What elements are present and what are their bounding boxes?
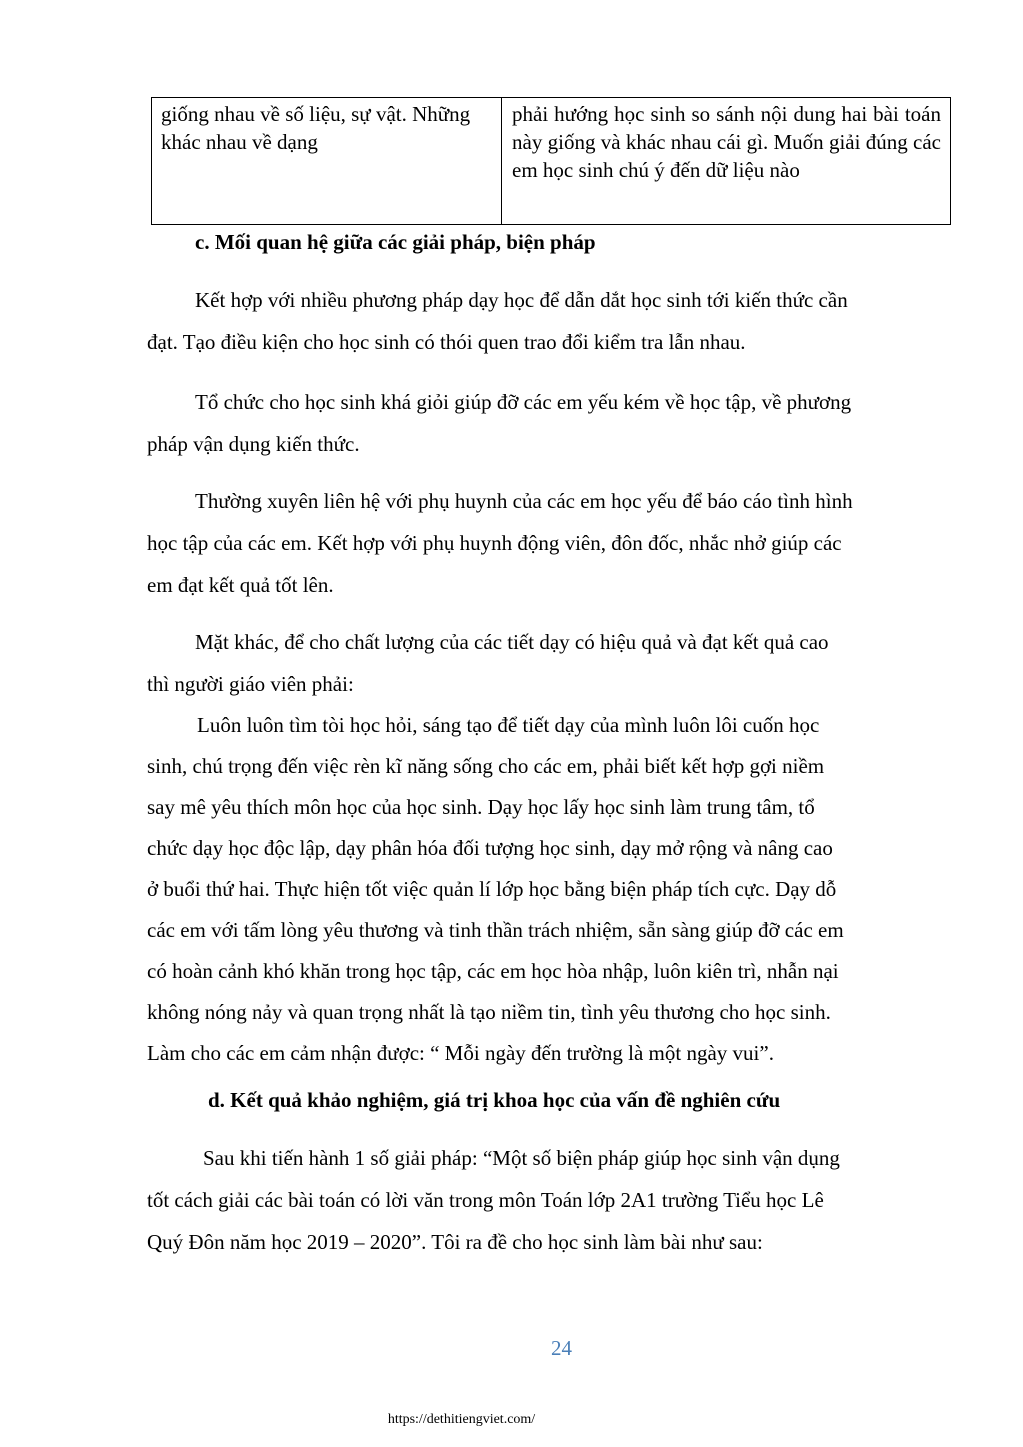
- section-c-paragraph-2: [147, 388, 950, 472]
- section-c-paragraph-1: [147, 286, 950, 370]
- page-number: 24: [551, 1336, 572, 1360]
- paragraph-line: ở buổi thứ hai. Thực hiện tốt việc quản lí lớp học bằng biện pháp tích cực. Dạy dỗ: [147, 877, 837, 901]
- paragraph-line: Làm cho các em cảm nhận được: “ Mỗi ngày đến trường là một ngày vui”.: [147, 1041, 774, 1065]
- paragraph-line: Mặt khác, để cho chất lượng của các tiết dạy có hiệu quả và đạt kết quả cao: [195, 630, 829, 654]
- paragraph-line: học tập của các em. Kết hợp với phụ huynh động viên, đôn đốc, nhắc nhở giúp các: [147, 531, 842, 555]
- paragraph-line: các em với tấm lòng yêu thương và tinh thần trách nhiệm, sẵn sàng giúp đỡ các em: [147, 918, 844, 942]
- paragraph-line: chức dạy học độc lập, dạy phân hóa đối tượng học sinh, dạy mở rộng và nâng cao: [147, 836, 833, 860]
- paragraph-line: Tổ chức cho học sinh khá giỏi giúp đỡ các em yếu kém về học tập, về phương: [195, 390, 852, 414]
- paragraph-line: say mê yêu thích môn học của học sinh. Dạy học lấy học sinh làm trung tâm, tổ: [147, 795, 815, 819]
- section-c-heading: c. Mối quan hệ giữa các giải pháp, biện pháp: [195, 230, 596, 254]
- paragraph-line: Thường xuyên liên hệ với phụ huynh của các em học yếu để báo cáo tình hình: [195, 489, 853, 513]
- paragraph-line: có hoàn cảnh khó khăn trong học tập, các em học hòa nhập, luôn kiên trì, nhẫn nại: [147, 959, 839, 983]
- paragraph-line: pháp vận dụng kiến thức.: [147, 432, 360, 456]
- section-d-paragraph-1: [147, 1144, 950, 1270]
- paragraph-line: không nóng nảy và quan trọng nhất là tạo niềm tin, tình yêu thương cho học sinh.: [147, 1000, 831, 1024]
- comparison-table: [151, 97, 951, 225]
- table-cell-right: phải hướng học sinh so sánh nội dung hai bài toán này giống và khác nhau cái gì. Muốn giải đúng các em học sinh chú ý đến dữ liệu nào: [512, 102, 941, 182]
- paragraph-line: đạt. Tạo điều kiện cho học sinh có thói quen trao đổi kiểm tra lẫn nhau.: [147, 330, 746, 354]
- paragraph-line: Kết hợp với nhiều phương pháp dạy học để dẫn dắt học sinh tới kiến thức cần: [195, 288, 848, 312]
- footer-url-link[interactable]: https://dethitiengviet.com/: [387, 1412, 536, 1427]
- section-d-heading: d. Kết quả khảo nghiệm, giá trị khoa học của vấn đề nghiên cứu: [208, 1088, 781, 1112]
- table-cell-left: giống nhau về số liệu, sự vật. Những khác nhau về dạng: [152, 98, 502, 224]
- paragraph-line: Sau khi tiến hành 1 số giải pháp: “Một số biện pháp giúp học sinh vận dụng: [203, 1146, 840, 1170]
- paragraph-line: sinh, chú trọng đến việc rèn kĩ năng sống cho các em, phải biết kết hợp gợi niềm: [147, 754, 825, 778]
- paragraph-line: em đạt kết quả tốt lên.: [147, 573, 334, 597]
- paragraph-line: thì người giáo viên phải:: [147, 672, 354, 696]
- section-c-paragraph-3: [147, 487, 950, 613]
- paragraph-line: Luôn luôn tìm tòi học hỏi, sáng tạo để tiết dạy của mình luôn lôi cuốn học: [197, 713, 820, 737]
- paragraph-line: Quý Đôn năm học 2019 – 2020”. Tôi ra đề cho học sinh làm bài như sau:: [147, 1230, 763, 1254]
- paragraph-line: tốt cách giải các bài toán có lời văn trong môn Toán lớp 2A1 trường Tiểu học Lê: [147, 1188, 824, 1212]
- section-c-paragraph-4: [147, 628, 950, 708]
- section-c-paragraph-5: [147, 711, 950, 1080]
